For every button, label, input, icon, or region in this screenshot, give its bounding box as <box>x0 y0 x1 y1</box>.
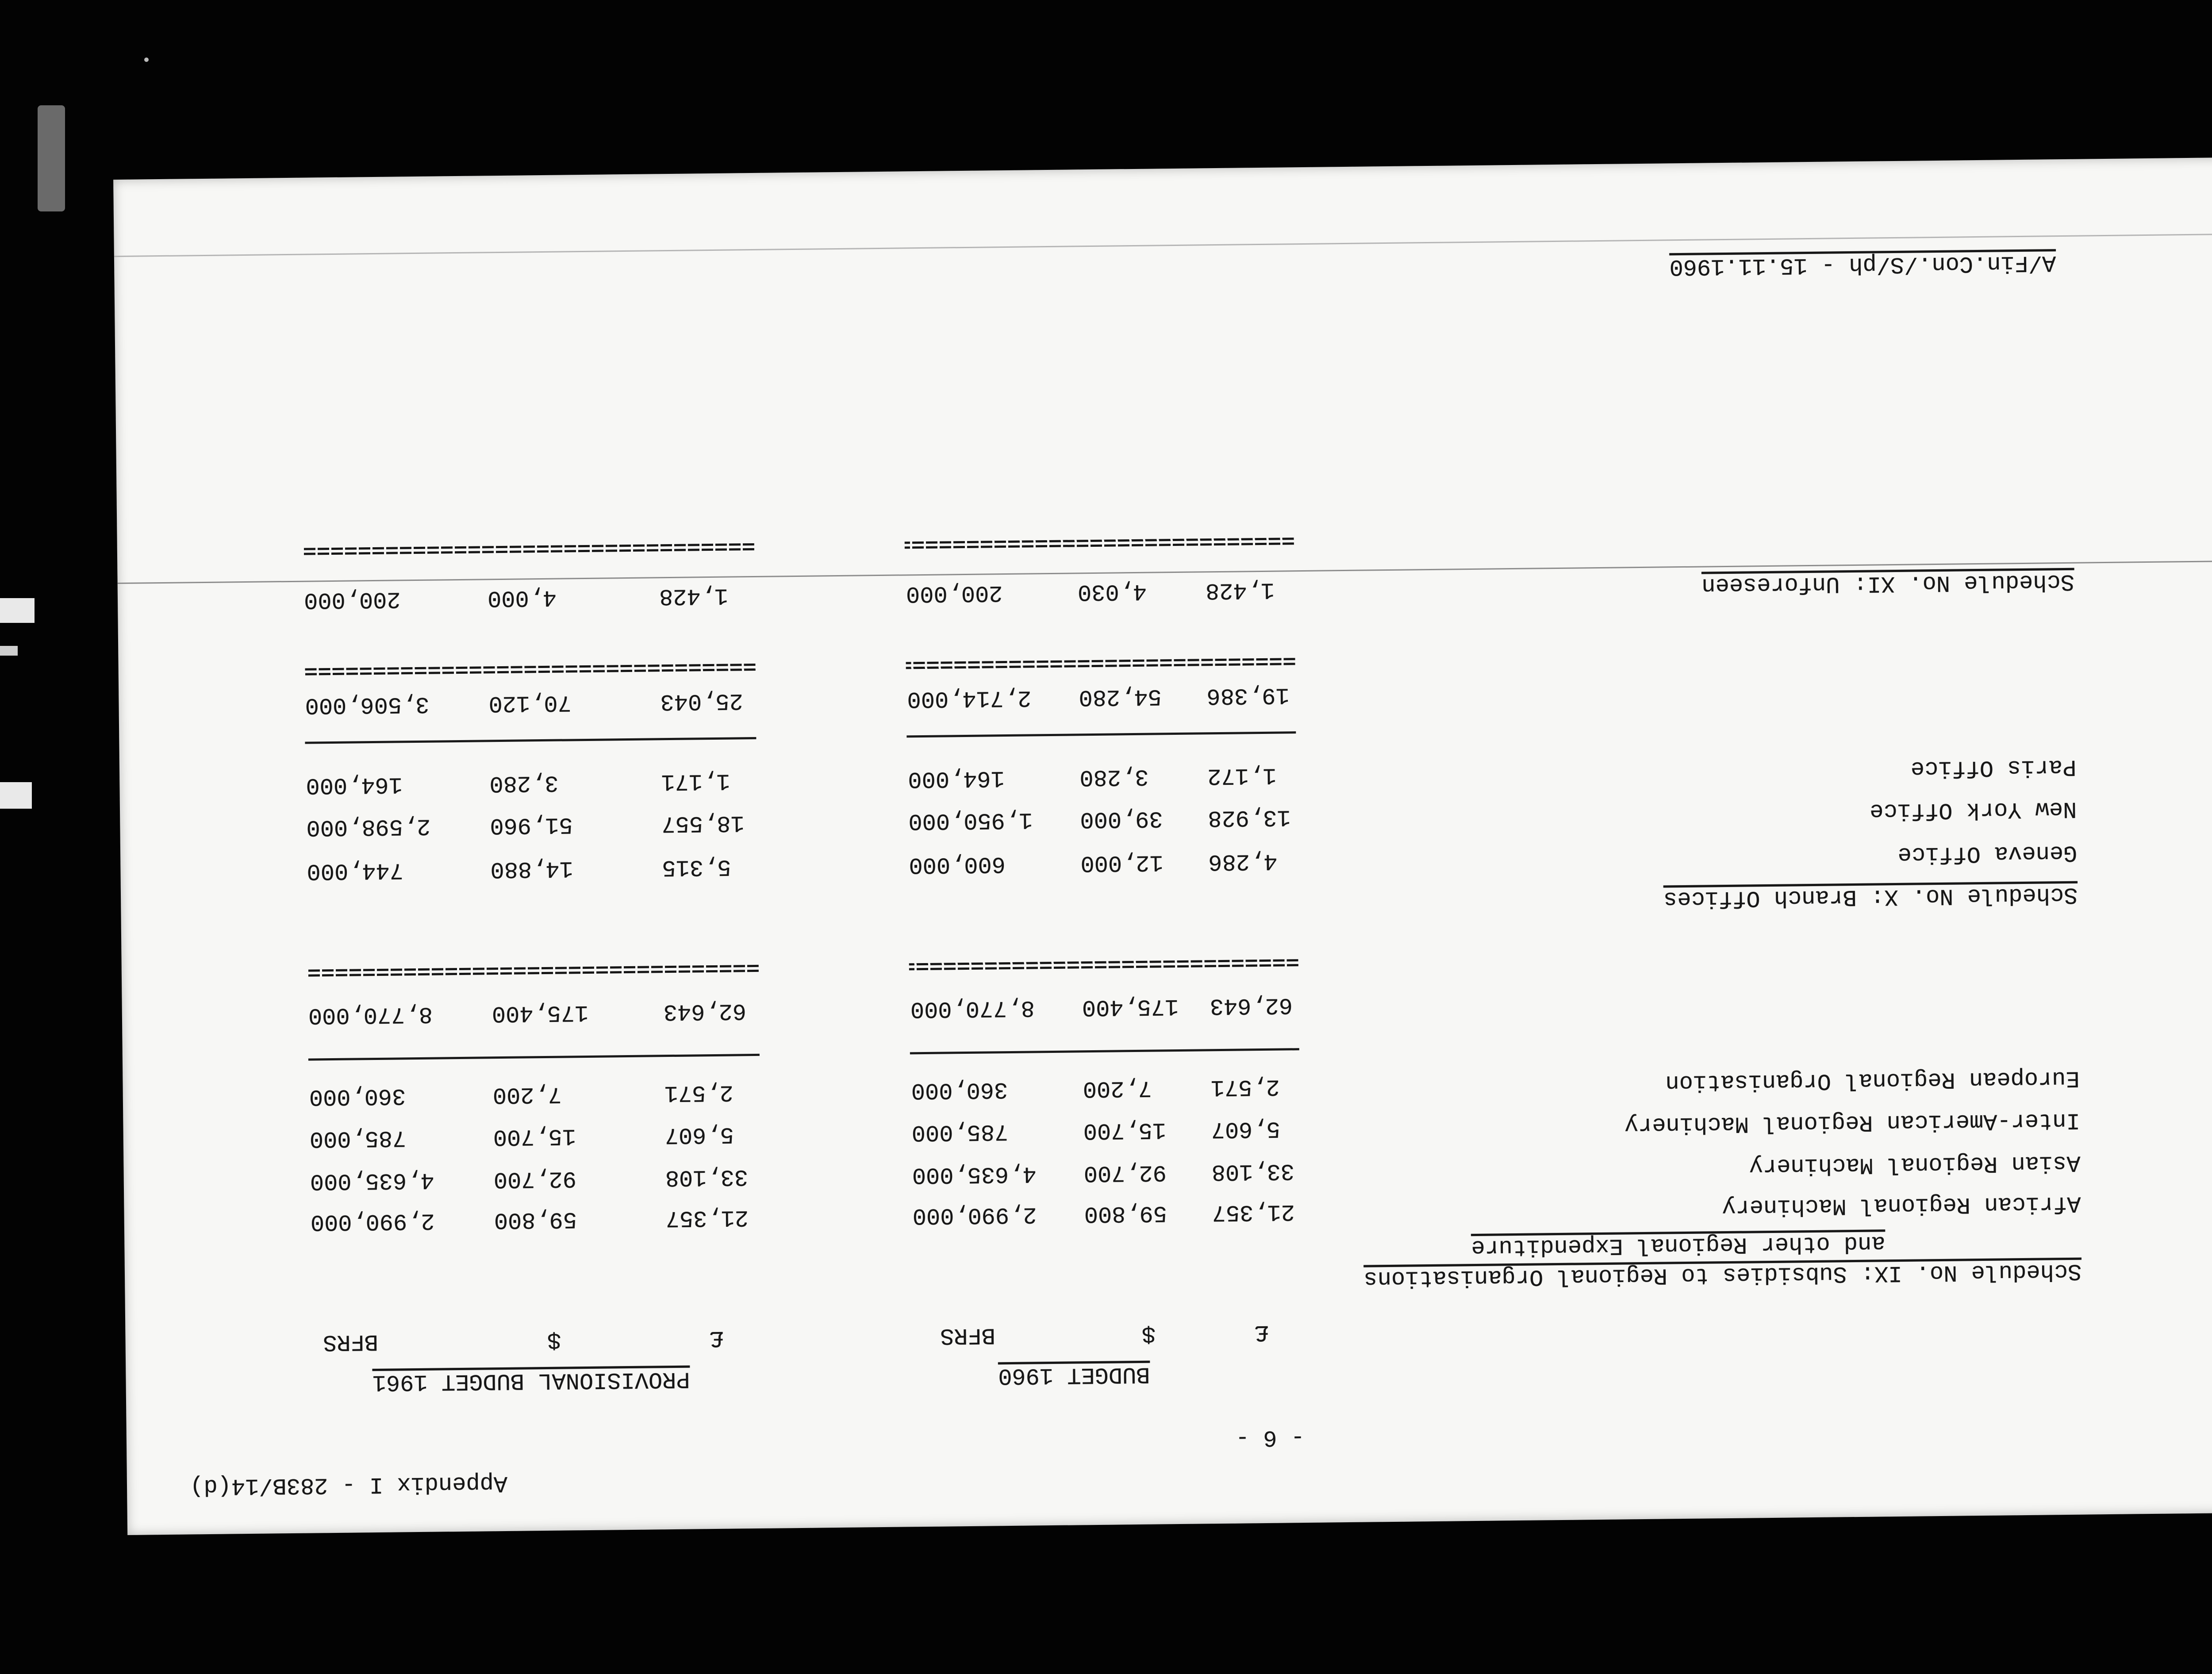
subtotal-rule <box>305 737 756 744</box>
amount-gbp-1961: 2,571 <box>664 1079 734 1106</box>
total-bfrs-1961: 3,506,000 <box>305 691 430 718</box>
amount-usd-1960: 3,280 <box>1079 763 1149 791</box>
total-gbp-1961: 25,043 <box>660 687 744 715</box>
film-edge-mark <box>0 646 18 656</box>
amount-gbp-1961: 18,557 <box>661 810 745 837</box>
amount-usd-1961: 92,700 <box>493 1165 577 1193</box>
total-double-rule <box>909 959 1298 970</box>
amount-bfrs-1961: 164,000 <box>306 771 403 799</box>
amount-usd-1960: 92,700 <box>1083 1159 1167 1186</box>
row-label: Asian Regional Machinery <box>1749 1149 2081 1179</box>
table-row <box>120 837 2212 886</box>
subtotal-rule <box>910 1048 1299 1054</box>
amount-bfrs-1961: 2,990,000 <box>310 1207 435 1235</box>
appendix-reference: Appendix I - 283B/14(d) <box>190 1470 508 1500</box>
total-usd-1961: 175,400 <box>492 999 589 1027</box>
amount-usd-1960: 7,200 <box>1083 1075 1152 1102</box>
total-bfrs-1960: 8,770,000 <box>910 994 1035 1022</box>
total-bfrs-1960: 2,714,000 <box>907 684 1032 712</box>
amount-usd-1960: 39,000 <box>1080 805 1163 833</box>
amount-usd-1961: 51,960 <box>490 811 573 839</box>
amount-gbp-1960: 21,357 <box>1212 1198 1295 1226</box>
total-gbp-1960: 62,643 <box>1210 992 1293 1019</box>
amount-bfrs-1960: 1,950,000 <box>908 806 1033 834</box>
amount-gbp-1961: 33,108 <box>665 1163 749 1191</box>
unit-header-gbp-1961: £ <box>709 1325 724 1351</box>
column-group-title-1961: PROVISIONAL BUDGET 1961 <box>372 1366 690 1396</box>
amount-bfrs-1960: 2,990,000 <box>912 1201 1037 1229</box>
amount-bfrs-1961: 2,598,000 <box>306 813 431 841</box>
amount-gbp-1961: 5,315 <box>662 853 731 881</box>
table-row <box>124 1188 2212 1237</box>
amount-gbp-1960: 33,108 <box>1211 1158 1295 1185</box>
amount-bfrs-1960: 4,635,000 <box>912 1160 1037 1188</box>
row-label: New York Office <box>1869 795 2077 824</box>
amount-usd-1960: 12,000 <box>1080 849 1164 876</box>
amount-bfrs-1960: 200,000 <box>906 580 1003 607</box>
table-row <box>123 1105 2212 1154</box>
row-label: Geneva Office <box>1897 839 2078 868</box>
amount-gbp-1961: 21,357 <box>665 1204 749 1232</box>
total-double-rule <box>906 658 1295 669</box>
amount-bfrs-1961: 744,000 <box>307 857 404 884</box>
amount-usd-1961: 59,800 <box>494 1206 577 1233</box>
unit-header-usd-1960: $ <box>1141 1320 1156 1347</box>
film-speck <box>144 58 149 62</box>
amount-gbp-1961: 1,171 <box>661 768 730 795</box>
amount-gbp-1960: 1,428 <box>1205 576 1275 604</box>
table-row <box>123 1063 2212 1112</box>
table-row <box>119 752 2212 800</box>
amount-usd-1961: 3,280 <box>489 769 559 797</box>
page-number: - 6 - <box>1235 1424 1305 1451</box>
amount-usd-1961: 7,200 <box>492 1081 562 1108</box>
total-bfrs-1961: 8,770,000 <box>308 1001 433 1029</box>
row-label: Paris Office <box>1910 753 2077 782</box>
amount-usd-1960: 15,700 <box>1083 1117 1167 1144</box>
amount-bfrs-1961: 360,000 <box>309 1083 406 1110</box>
schedule-title: Schedule No. IX: Subsidies to Regional Organisations <box>1363 1258 2082 1292</box>
unit-header-usd-1961: $ <box>547 1326 561 1353</box>
amount-bfrs-1960: 360,000 <box>911 1076 1008 1104</box>
schedule-subtitle: and other Regional Expenditure <box>1471 1230 1886 1261</box>
unit-header-bfrs-1960: BFRS <box>940 1322 996 1349</box>
schedule-title: Schedule No. X: Branch Offices <box>1663 881 2078 912</box>
amount-bfrs-1960: 785,000 <box>911 1118 1009 1146</box>
amount-bfrs-1960: 164,000 <box>908 765 1005 792</box>
row-label: Inter-American Regional Machinery <box>1624 1107 2080 1138</box>
total-gbp-1961: 62,643 <box>663 998 747 1025</box>
amount-gbp-1960: 2,571 <box>1210 1073 1280 1101</box>
total-usd-1960: 54,280 <box>1079 683 1162 710</box>
amount-gbp-1960: 4,286 <box>1208 848 1278 875</box>
amount-usd-1960: 59,800 <box>1084 1200 1167 1227</box>
amount-gbp-1961: 5,607 <box>664 1121 734 1148</box>
amount-usd-1961: 14,880 <box>490 855 573 883</box>
amount-gbp-1960: 5,607 <box>1211 1115 1281 1143</box>
row-label: African Regional Machinery <box>1721 1190 2081 1221</box>
document-page <box>113 157 2212 1535</box>
amount-gbp-1960: 13,928 <box>1208 804 1291 831</box>
row-label: European Regional Organisation <box>1665 1065 2080 1096</box>
document-reference: A/Fin.Con./S/ph - 15.11.1960 <box>1669 250 2056 280</box>
amount-bfrs-1961: 4,635,000 <box>310 1167 434 1194</box>
amount-gbp-1960: 1,172 <box>1207 762 1277 789</box>
total-double-rule <box>303 543 754 555</box>
amount-bfrs-1960: 600,000 <box>909 851 1006 878</box>
amount-bfrs-1961: 785,000 <box>309 1125 407 1152</box>
subtotal-rule <box>906 731 1296 737</box>
amount-usd-1960: 4,030 <box>1077 578 1147 605</box>
table-row <box>124 1148 2212 1196</box>
total-gbp-1960: 19,386 <box>1206 682 1290 709</box>
total-row <box>122 982 2212 1030</box>
unit-header-bfrs-1961: BFRS <box>323 1328 379 1355</box>
amount-gbp-1961: 1,428 <box>659 582 729 610</box>
film-edge-mark <box>0 782 32 809</box>
table-row <box>120 794 2212 842</box>
amount-usd-1961: 15,700 <box>493 1123 576 1150</box>
subtotal-rule <box>308 1054 760 1061</box>
film-smudge <box>38 105 65 211</box>
total-usd-1961: 70,120 <box>488 689 572 717</box>
amount-bfrs-1961: 200,000 <box>303 586 401 613</box>
unit-header-gbp-1960: £ <box>1254 1319 1269 1346</box>
total-row <box>119 672 2212 720</box>
total-double-rule <box>905 538 1294 549</box>
total-usd-1960: 175,400 <box>1082 993 1179 1021</box>
amount-usd-1961: 4,000 <box>487 584 557 611</box>
total-double-rule <box>307 965 759 977</box>
table-row <box>118 566 2212 615</box>
film-edge-mark <box>0 598 35 623</box>
column-group-title-1960: BUDGET 1960 <box>998 1361 1150 1389</box>
schedule-title: Schedule No. XI: Unforeseen <box>1701 568 2075 599</box>
total-double-rule <box>304 664 756 676</box>
